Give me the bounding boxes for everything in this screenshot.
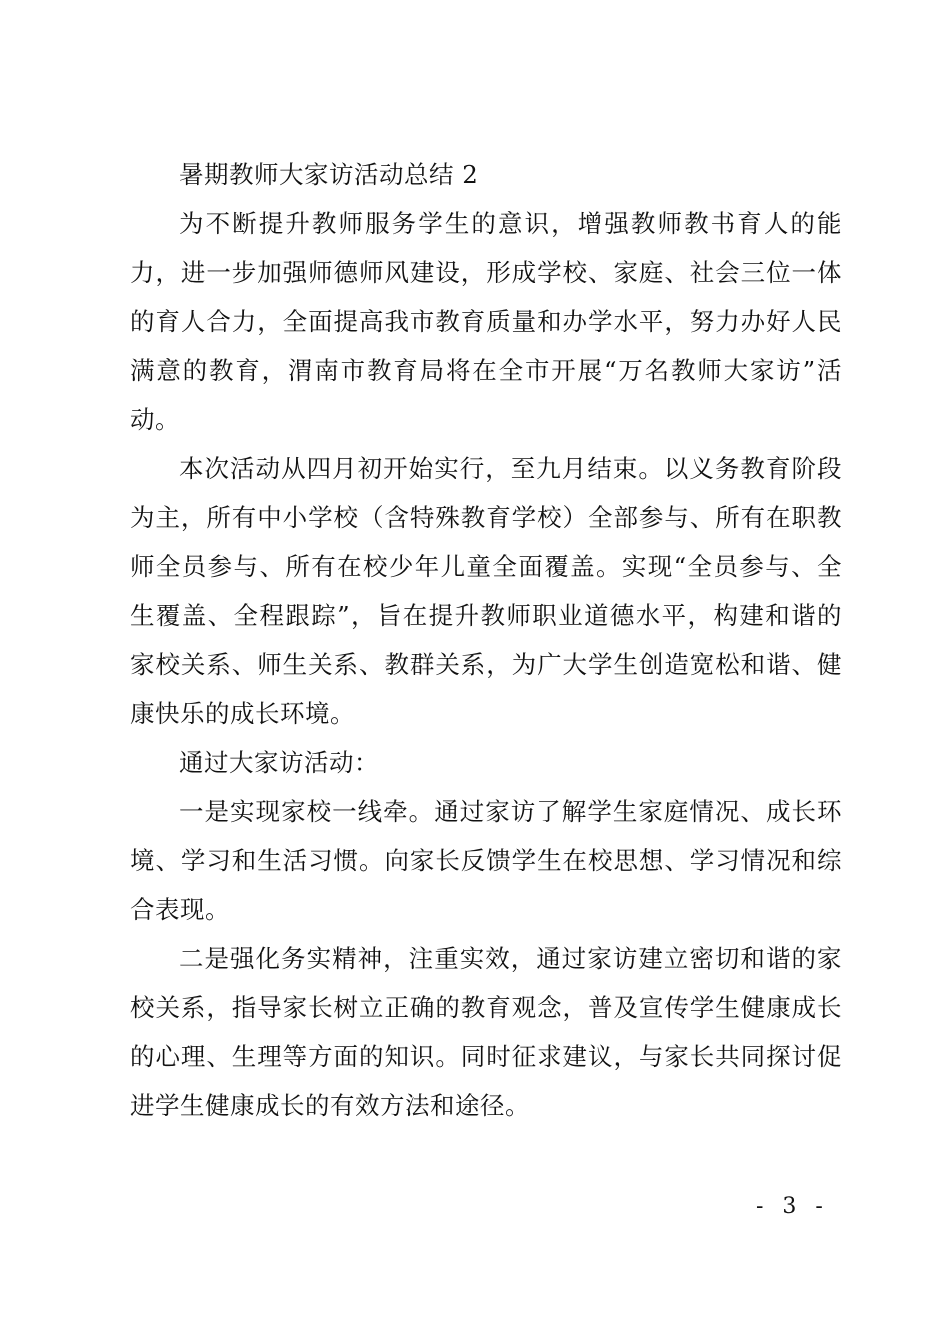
paragraph-line: 为主，所有中小学校（含特殊教育学校）全部参与、所有在职教 <box>130 503 842 532</box>
document-body <box>130 150 842 1130</box>
paragraph-5 <box>130 934 842 1130</box>
paragraph-1 <box>130 199 842 444</box>
paragraph-line: 通过大家访活动： <box>179 748 379 777</box>
paragraph-line: 满意的教育，渭南市教育局将在全市开展“万名教师大家访”活 <box>130 356 842 385</box>
paragraph-line: 的育人合力，全面提高我市教育质量和办学水平，努力办好人民 <box>130 307 842 336</box>
paragraph-line: 康快乐的成长环境。 <box>130 699 355 728</box>
page-number: - 3 - <box>756 1194 829 1219</box>
paragraph-3 <box>130 738 842 787</box>
paragraph-line: 合表现。 <box>130 895 230 924</box>
paragraph-line: 一是实现家校一线牵。通过家访了解学生家庭情况、成长环 <box>179 797 842 826</box>
paragraph-line: 生覆盖、全程跟踪”，旨在提升教师职业道德水平，构建和谐的 <box>130 601 842 630</box>
document-title: 暑期教师大家访活动总结 2 <box>179 160 479 189</box>
paragraph-line: 境、学习和生活习惯。向家长反馈学生在校思想、学习情况和综 <box>130 846 842 875</box>
paragraph-line: 二是强化务实精神，注重实效，通过家访建立密切和谐的家 <box>179 944 842 973</box>
paragraph-line: 进学生健康成长的有效方法和途径。 <box>130 1091 530 1120</box>
paragraph-line: 力，进一步加强师德师风建设，形成学校、家庭、社会三位一体 <box>130 258 842 287</box>
paragraph-line: 家校关系、师生关系、教群关系，为广大学生创造宽松和谐、健 <box>130 650 842 679</box>
paragraph-line: 师全员参与、所有在校少年儿童全面覆盖。实现“全员参与、全 <box>130 552 842 581</box>
paragraph-line: 校关系，指导家长树立正确的教育观念，普及宣传学生健康成长 <box>130 993 842 1022</box>
paragraph-4 <box>130 787 842 934</box>
paragraph-line: 动。 <box>130 405 180 434</box>
paragraph-line: 为不断提升教师服务学生的意识，增强教师教书育人的能 <box>179 209 842 238</box>
paragraph-line: 的心理、生理等方面的知识。同时征求建议，与家长共同探讨促 <box>130 1042 842 1071</box>
paragraph-line: 本次活动从四月初开始实行，至九月结束。以义务教育阶段 <box>179 454 842 483</box>
paragraph-2 <box>130 444 842 738</box>
